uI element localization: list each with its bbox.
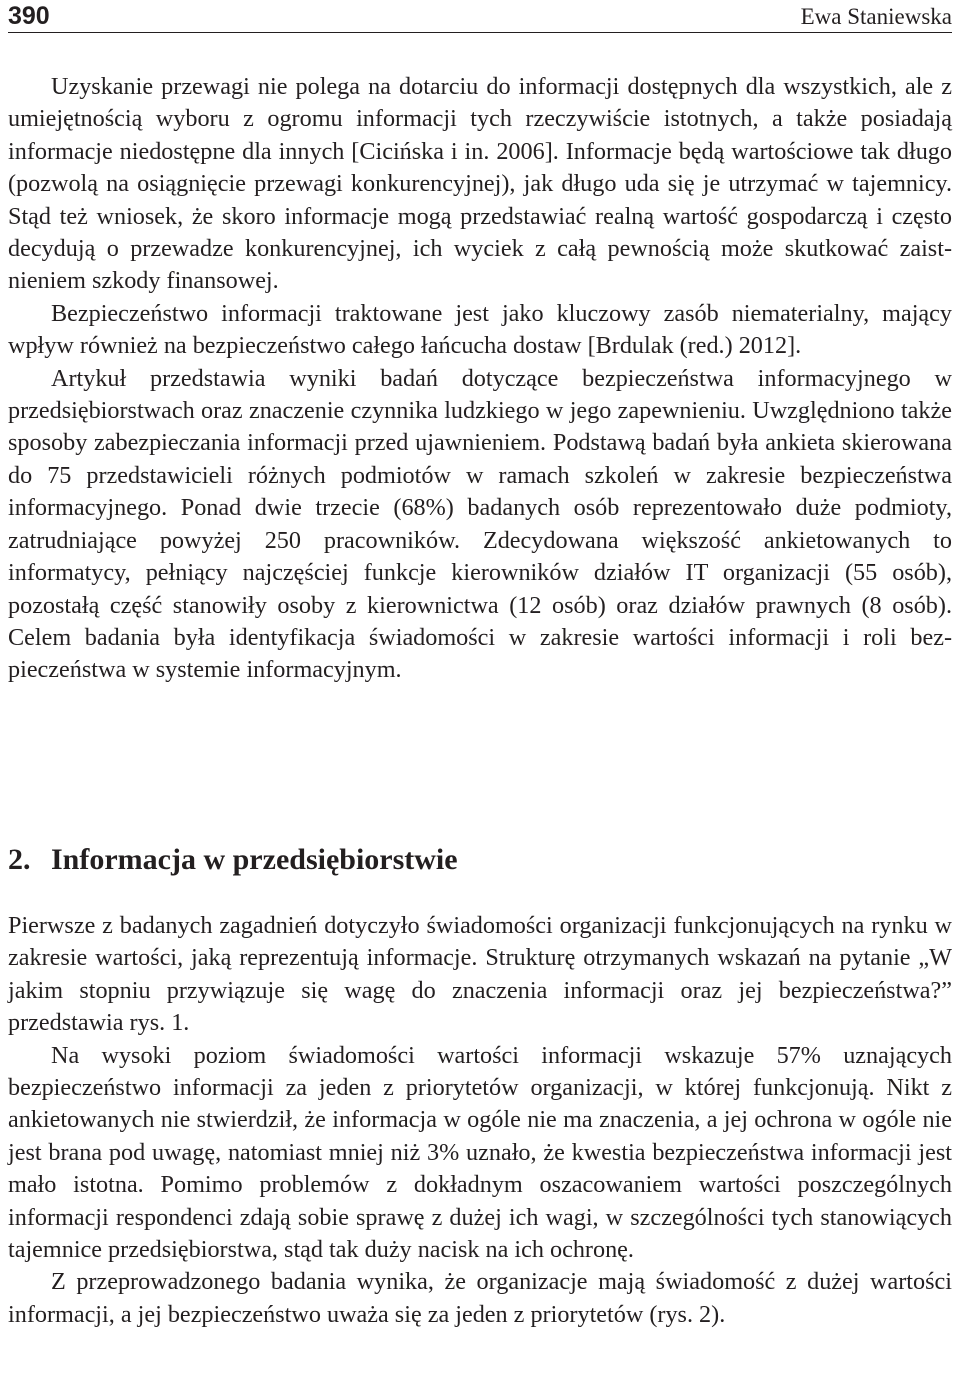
section-heading [8, 842, 458, 878]
document-page [8, 0, 952, 1381]
paragraph: Uzyskanie przewagi nie polega na dotarciu do informacji dostępnych dla wszystkich, ale z umiejętnością wyboru z ogromu informacji tych rzeczywiście istotnych, a także posiadają informacje niedostępne dla innych [Cicińska i in. 2006]. Informacje będą wartościowe tak długo (pozwolą na osiągnięcie przewagi konkurencyjnej), jak długo uda się je utrzymać w tajemnicy. Stąd też wniosek, że skoro informacje mogą przedstawiać realną wartość gospodarczą i często decydują o przewadze konkurencyjnej, ich wyciek z całą pewnością może skutkować zaistnieniem szkody finansowej. [8, 73, 952, 295]
paragraph: Na wysoki poziom świadomości wartości informacji wskazuje 57% uznających bezpieczeństwo informacji za jeden z priorytetów organizacji, w której funkcjonują. Nikt z ankietowanych nie stwierdził, że informacja w ogóle nie ma znaczenia, a jej ochrona w ogóle nie jest brana pod uwagę, natomiast mniej niż 3% uznało, że kwestia bezpieczeństwa informacji jest mało istotna. Pomimo problemów z dokładnym oszacowaniem wartości poszczególnych informacji respondenci zdają sobie sprawę z dużej ich wagi, w szczególności tych stanowiących tajemnice przedsiębiorstwa, stąd tak duży nacisk na ich ochronę. [8, 1041, 952, 1264]
intro-text-block [8, 71, 952, 687]
page-number: 390 [8, 2, 50, 30]
running-header [8, 0, 952, 33]
section-number: 2. [8, 843, 31, 876]
paragraph: Pierwsze z badanych zagadnień dotyczyło świadomości organizacji funkcjonujących na rynku w zakresie wartości, jaką reprezentują informacje. Strukturę otrzymanych wskazań na pytanie „W jakim stopniu przywiązuje się wagę do znaczenia informacji oraz jej bezpieczeństwa?” przedstawia rys. 1. [8, 912, 952, 1037]
section-text-block [8, 910, 952, 1331]
paragraph: Artykuł przedstawia wyniki badań dotyczące bezpieczeństwa informacyjnego w przedsiębiorstwach oraz znaczenie czynnika ludzkiego w jego zapewnieniu. Uwzględniono także sposoby zabezpieczania informacji przed ujawnieniem. Podstawą badań była ankieta skierowana do 75 przedstawicieli różnych podmiotów w ramach szkoleń w zakresie bezpieczeństwa informacyjnego. Ponad dwie trzecie (68%) badanych osób reprezentowało duże podmioty, zatrudniające powyżej 250 pracowników. Zdecydowana większość ankietowanych to informatycy, pełniący najczęściej funkcje kierowników działów IT organizacji (55 osób), pozostałą część stanowiły osoby z kierownictwa (12 osób) oraz działów prawnych (8 osób). Celem badania była identyfikacja świadomości w zakresie wartości informacji i roli bezpieczeństwa w systemie informacyjnym. [8, 364, 952, 684]
running-head-author: Ewa Staniewska [800, 4, 952, 29]
paragraph: Z przeprowadzonego badania wynika, że organizacje mają świadomość z dużej wartości informacji, a jej bezpieczeństwo uważa się za jeden z priorytetów (rys. 2). [8, 1268, 952, 1328]
section-title: Informacja w przedsiębiorstwie [51, 843, 458, 876]
paragraph: Bezpieczeństwo informacji traktowane jest jako kluczowy zasób niematerialny, mający wpływ również na bezpieczeństwo całego łańcucha dostaw [Brdulak (red.) 2012]. [8, 299, 952, 360]
